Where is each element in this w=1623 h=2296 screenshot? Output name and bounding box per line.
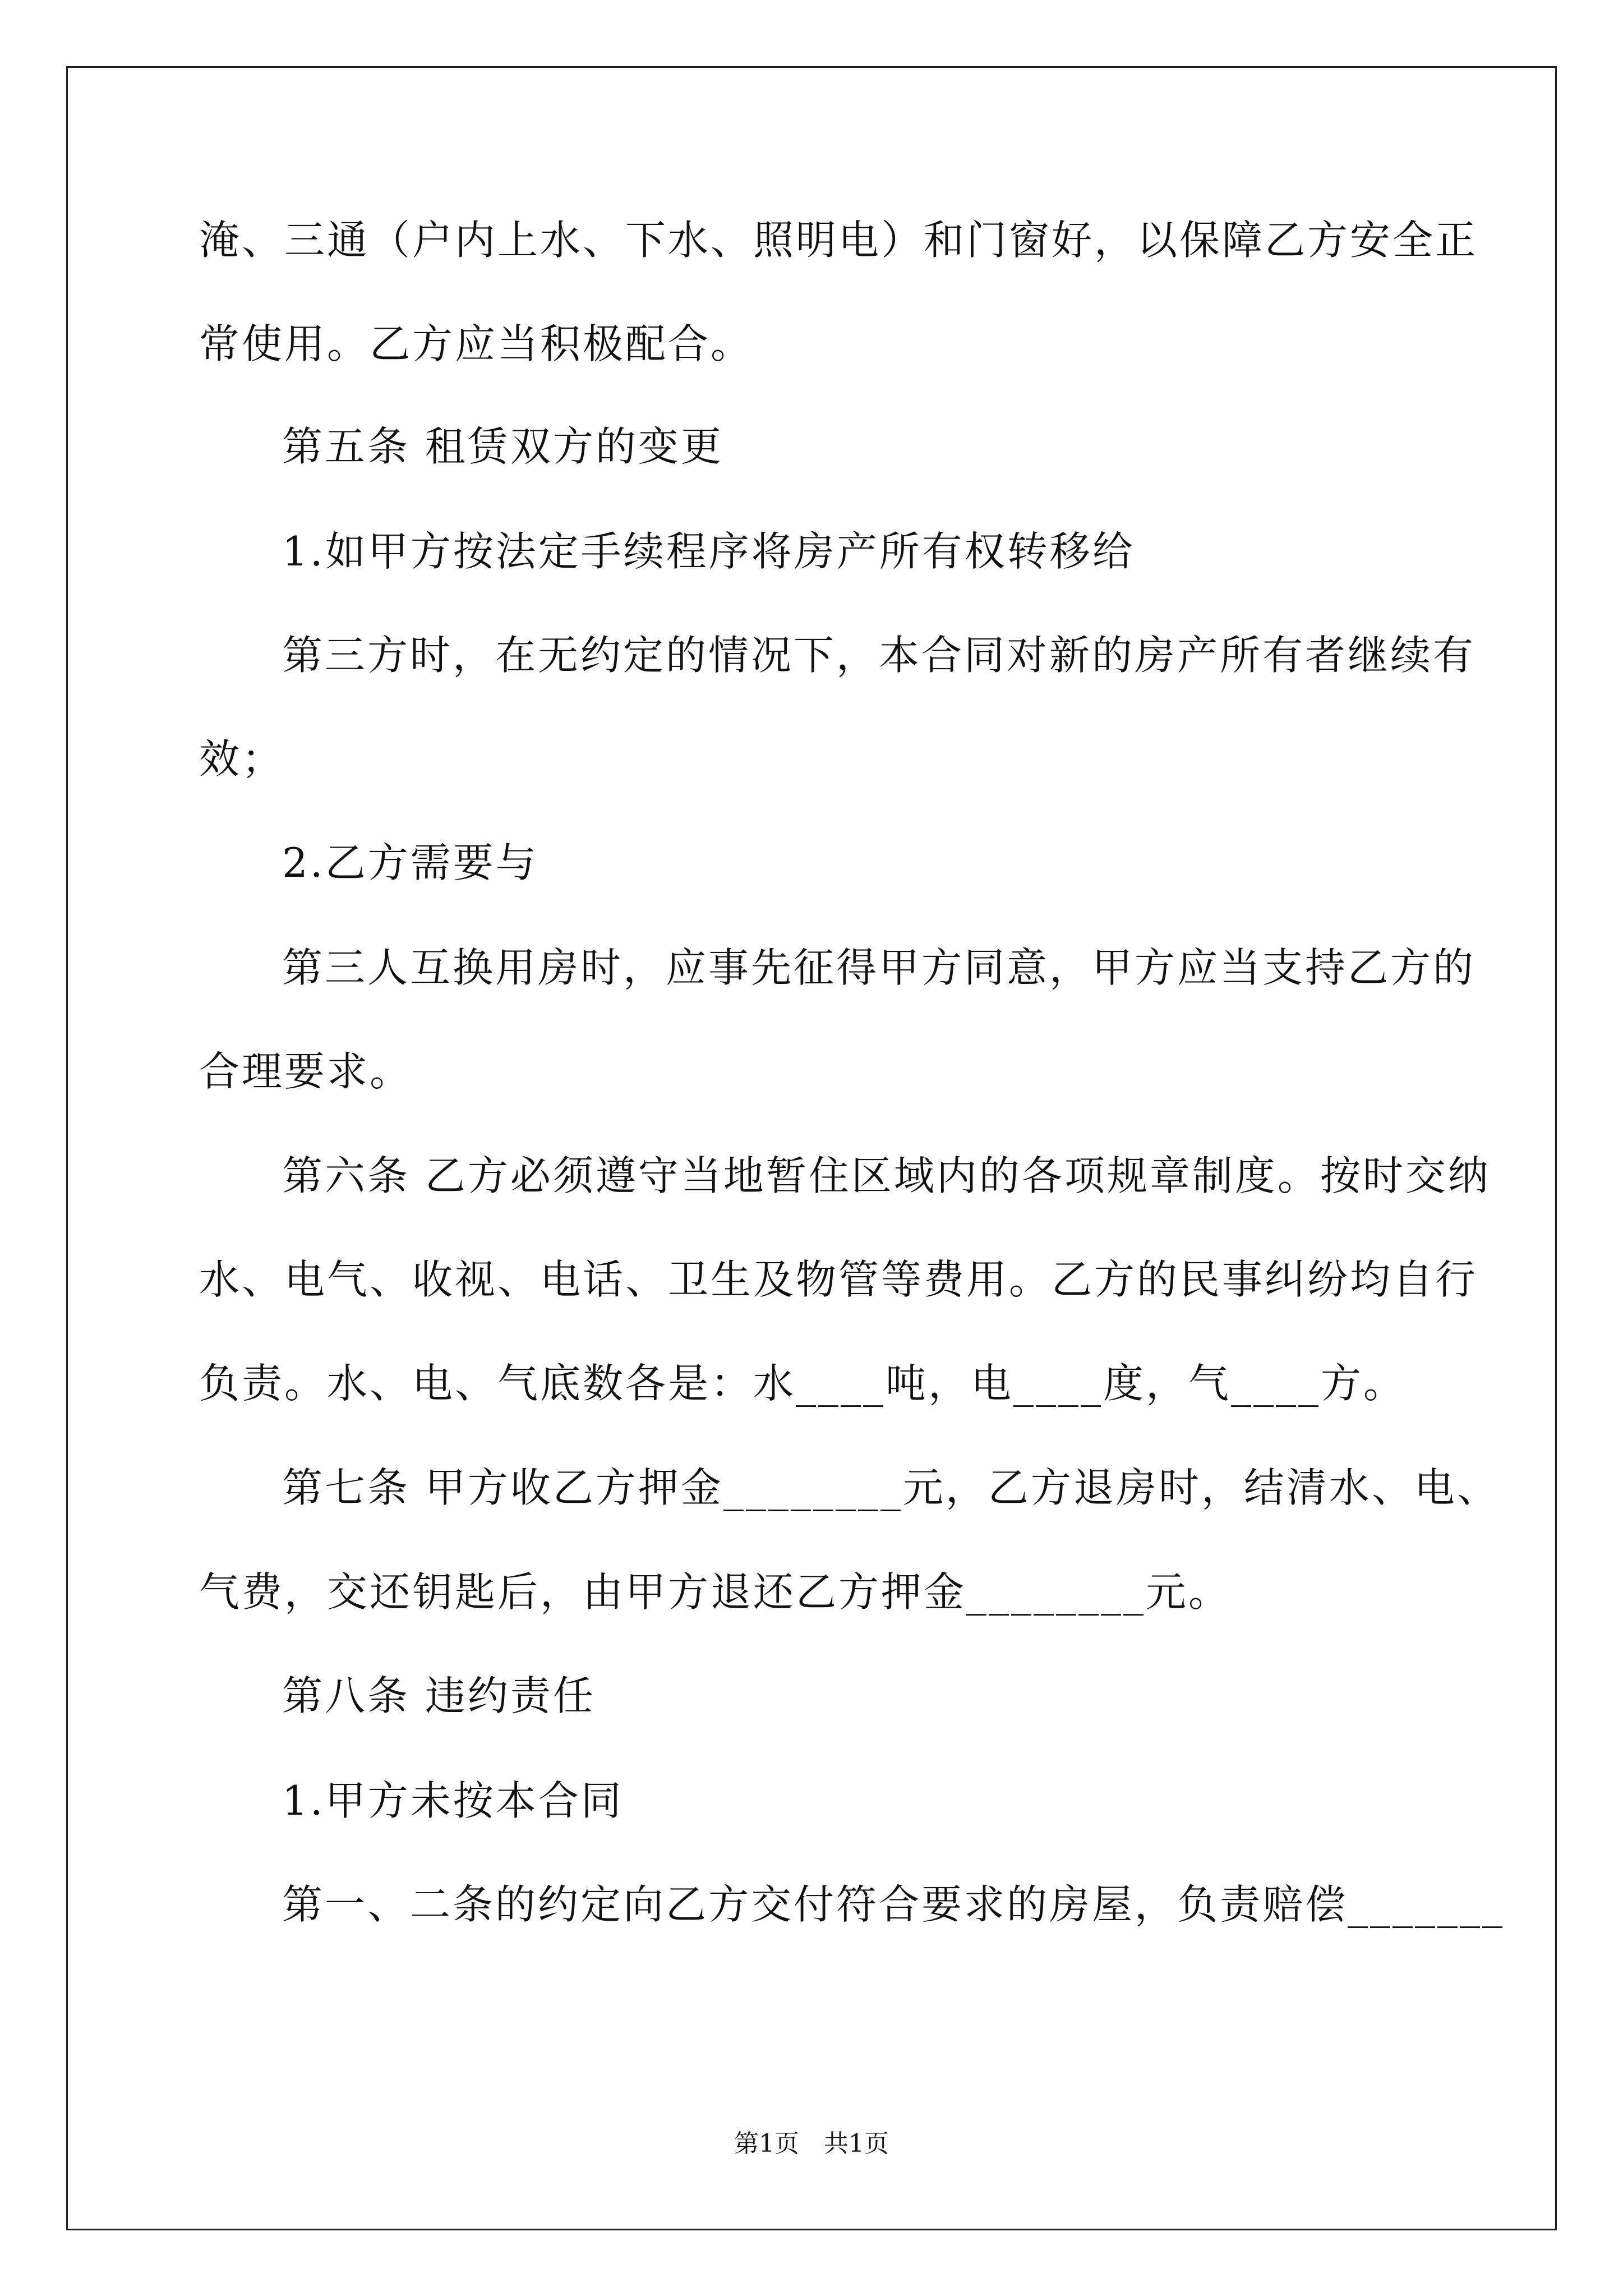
text-line: 第三方时，在无约定的情况下，本合同对新的房产所有者继续有 [282, 632, 1476, 679]
text-line: 淹、三通（户内上水、下水、照明电）和门窗好，以保障乙方安全正 [199, 217, 1478, 264]
text-line: 负责。水、电、气底数各是：水____吨，电____度，气____方。 [199, 1360, 1407, 1407]
text-line: 1.甲方未按本合同 [282, 1777, 624, 1824]
text-line: 第一、二条的约定向乙方交付符合要求的房屋，负责赔偿_______ [282, 1881, 1505, 1928]
section-heading: 第七条 甲方收乙方押金________元，乙方退房时，结清水、电、 [282, 1464, 1500, 1511]
section-heading: 第八条 违约责任 [282, 1672, 596, 1719]
section-heading: 第五条 租赁双方的变更 [282, 423, 723, 470]
text-line: 2.乙方需要与 [282, 839, 538, 886]
text-line: 效； [199, 735, 285, 783]
text-line: 水、电气、收视、电话、卫生及物管等费用。乙方的民事纠纷均自行 [199, 1256, 1478, 1303]
text-line: 1.如甲方按法定手续程序将房产所有权转移给 [282, 528, 1135, 575]
section-heading: 第六条 乙方必须遵守当地暂住区域内的各项规章制度。按时交纳 [282, 1152, 1491, 1199]
text-line: 第三人互换用房时，应事先征得甲方同意，甲方应当支持乙方的 [282, 944, 1476, 991]
text-line: 常使用。乙方应当积极配合。 [199, 320, 754, 367]
text-line: 气费，交还钥匙后，由甲方退还乙方押金________元。 [199, 1568, 1232, 1616]
text-line: 合理要求。 [199, 1048, 413, 1095]
page-footer: 第1页 共1页 [734, 2129, 889, 2158]
